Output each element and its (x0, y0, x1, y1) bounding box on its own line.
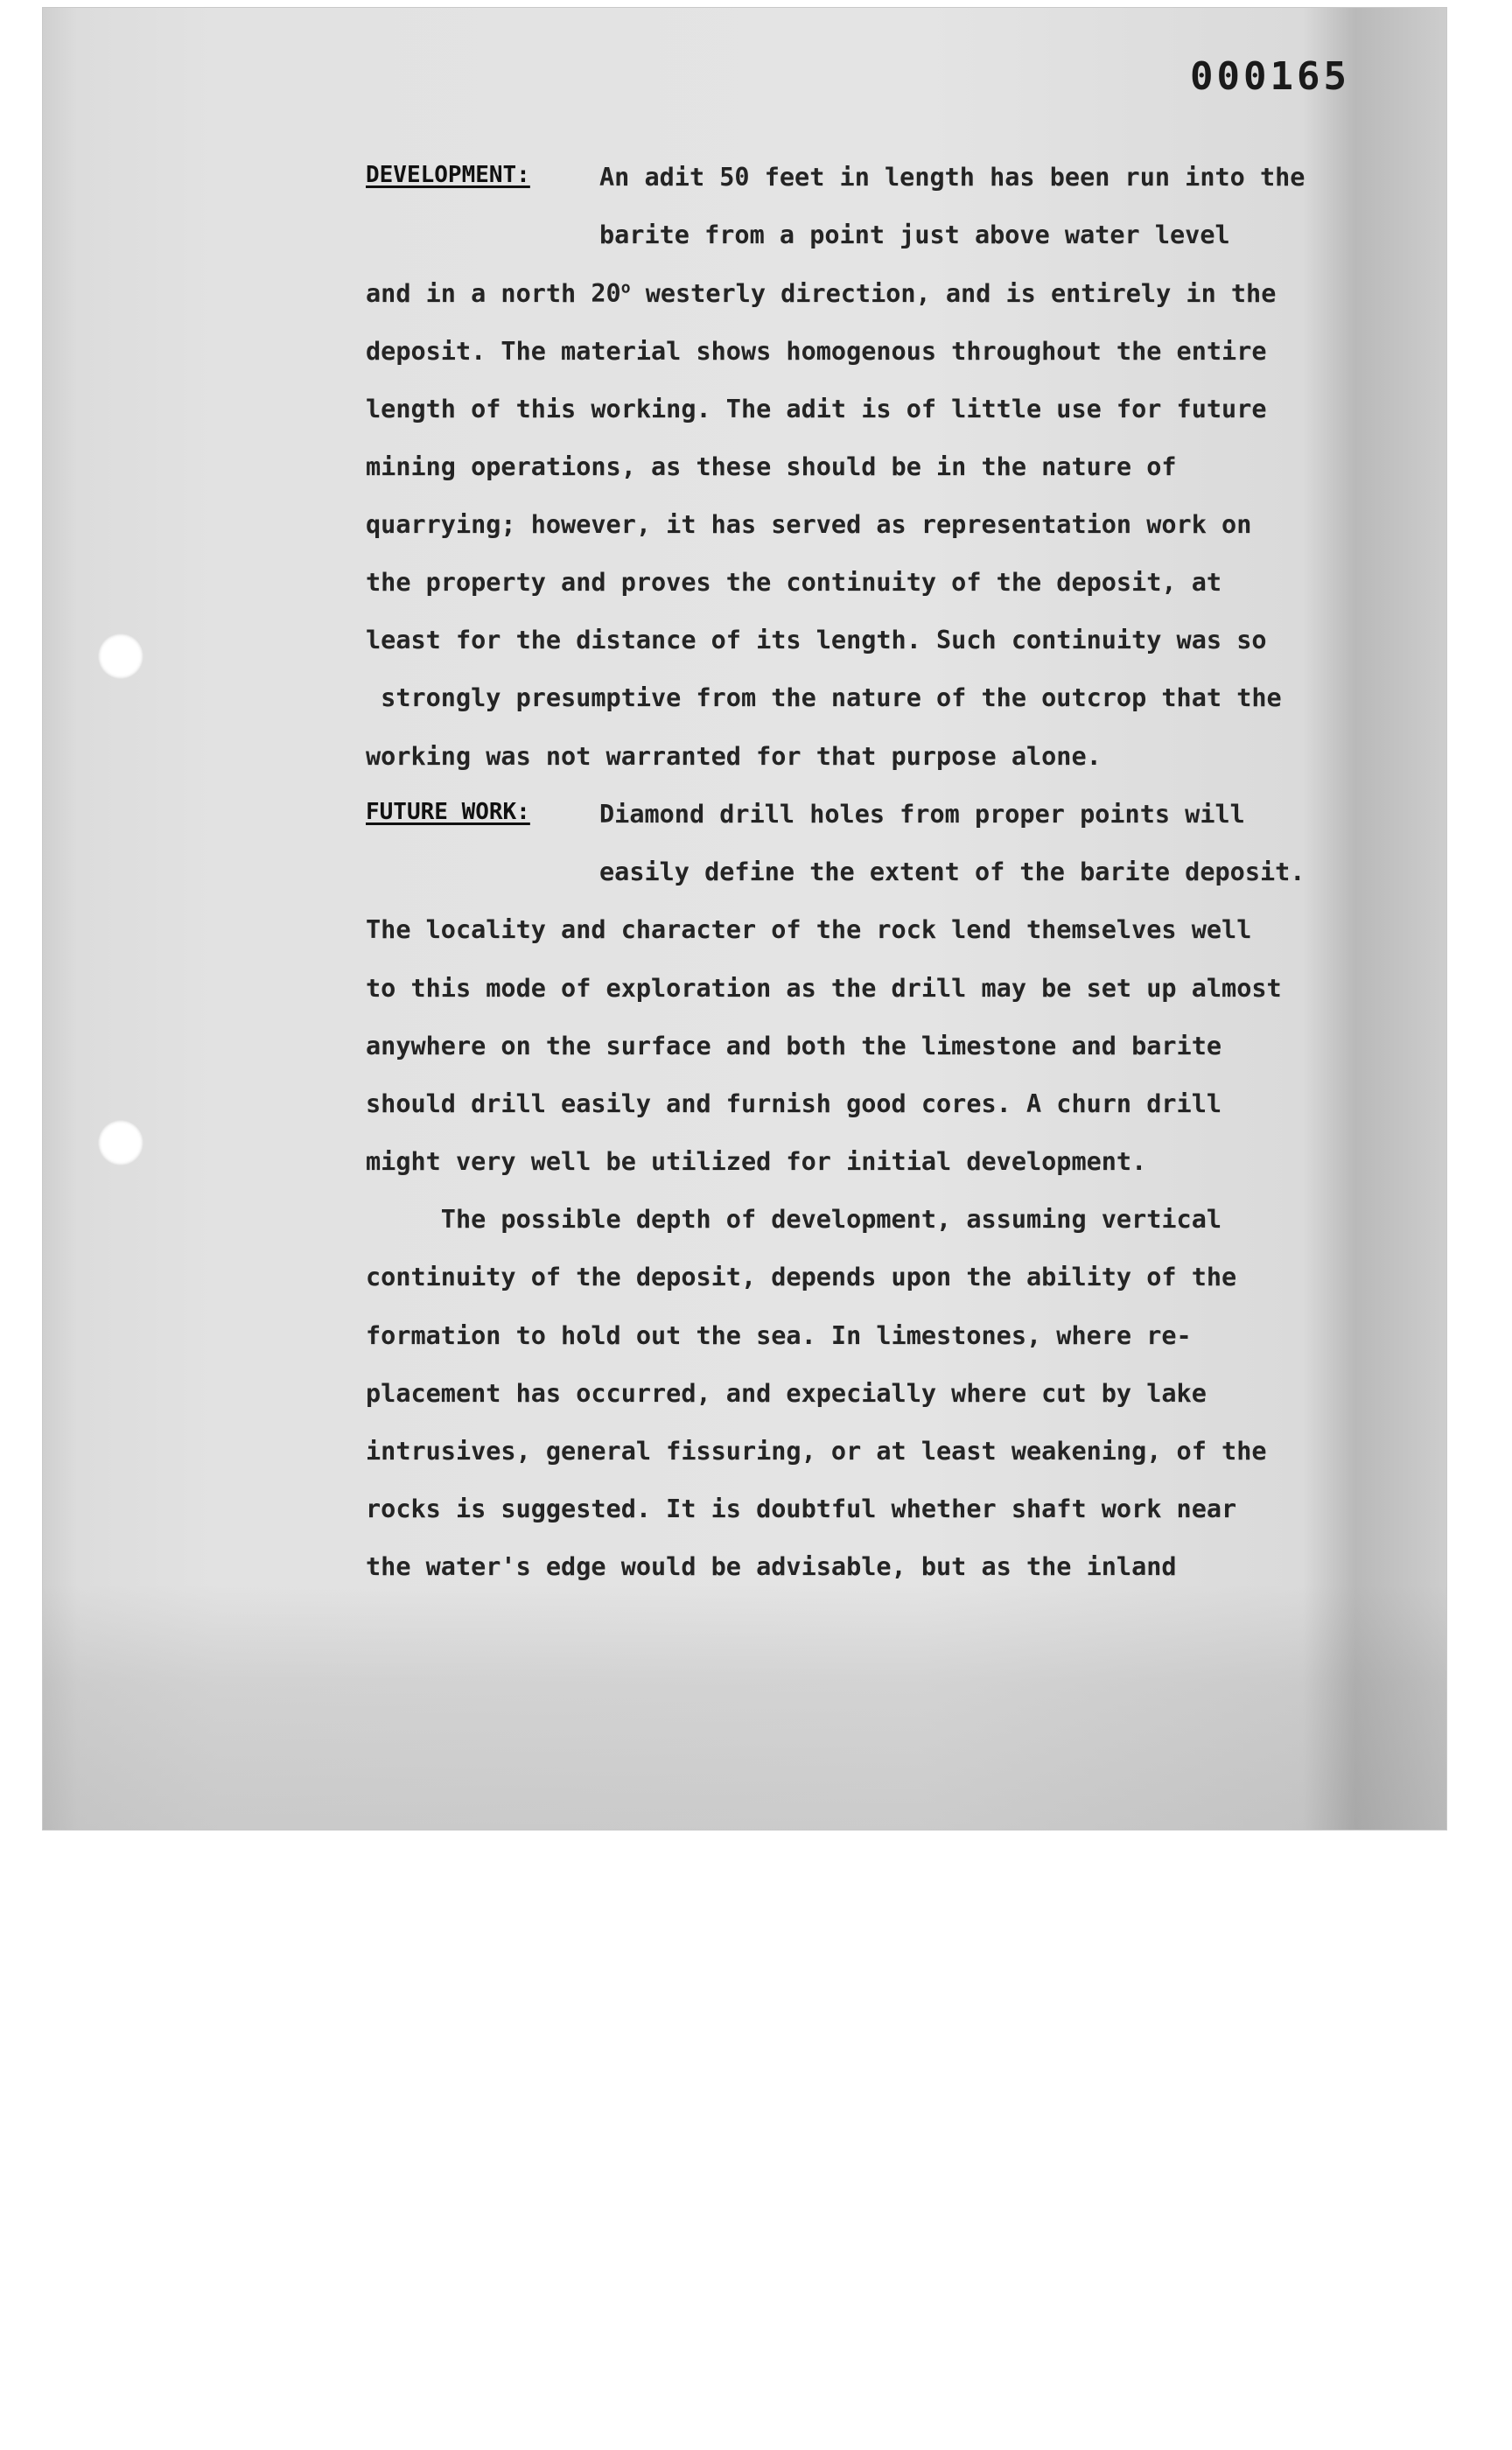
text-line: An adit 50 feet in length has been run into the (599, 163, 1306, 192)
text-line: anywhere on the surface and both the limestone and barite (366, 1032, 1222, 1060)
text-line: the water's edge would be advisable, but as the inland (366, 1552, 1177, 1581)
text-line: formation to hold out the sea. In limestones, where re- (366, 1321, 1192, 1350)
punch-hole-lower (98, 1120, 144, 1166)
text-line: might very well be utilized for initial development. (366, 1147, 1147, 1176)
text-line: Diamond drill holes from proper points will (599, 800, 1245, 829)
text-line: continuity of the deposit, depends upon the ability of the (366, 1263, 1237, 1292)
text-line: rocks is suggested. It is doubtful whether shaft work near (366, 1494, 1237, 1523)
text-line: The possible depth of development, assuming vertical (366, 1205, 1222, 1234)
text-line-start: and in a north 20 (366, 279, 621, 308)
text-line: strongly presumptive from the nature of the outcrop that the (366, 683, 1282, 712)
text-line: placement has occurred, and expecially where cut by lake (366, 1379, 1207, 1408)
text-line-with-degree (366, 276, 1276, 312)
text-line: deposit. The material shows homogenous throughout the entire (366, 337, 1267, 366)
text-line: should drill easily and furnish good cores. A churn drill (366, 1089, 1222, 1118)
text-line: mining operations, as these should be in the nature of (366, 452, 1177, 481)
degree-mark: o (620, 278, 631, 298)
punch-hole-upper (98, 634, 144, 679)
text-line: The locality and character of the rock lend themselves well (366, 915, 1252, 944)
text-line-end: westerly direction, and is entirely in the (630, 279, 1277, 308)
text-line: intrusives, general fissuring, or at least weakening, of the (366, 1437, 1267, 1466)
text-line: quarrying; however, it has served as representation work on (366, 510, 1252, 539)
text-line: the property and proves the continuity of the deposit, at (366, 568, 1222, 597)
text-line: least for the distance of its length. Such continuity was so (366, 626, 1267, 654)
text-line: easily define the extent of the barite deposit. (599, 858, 1306, 886)
text-line: working was not warranted for that purpose alone. (366, 742, 1102, 771)
development-heading: DEVELOPMENT: (366, 162, 530, 188)
text-line: barite from a point just above water level (599, 220, 1230, 249)
text-line: to this mode of exploration as the drill may be set up almost (366, 974, 1282, 1003)
page-number: 000165 (1190, 54, 1350, 99)
text-line: length of this working. The adit is of little use for future (366, 395, 1267, 424)
future-work-heading: FUTURE WORK: (366, 799, 530, 825)
